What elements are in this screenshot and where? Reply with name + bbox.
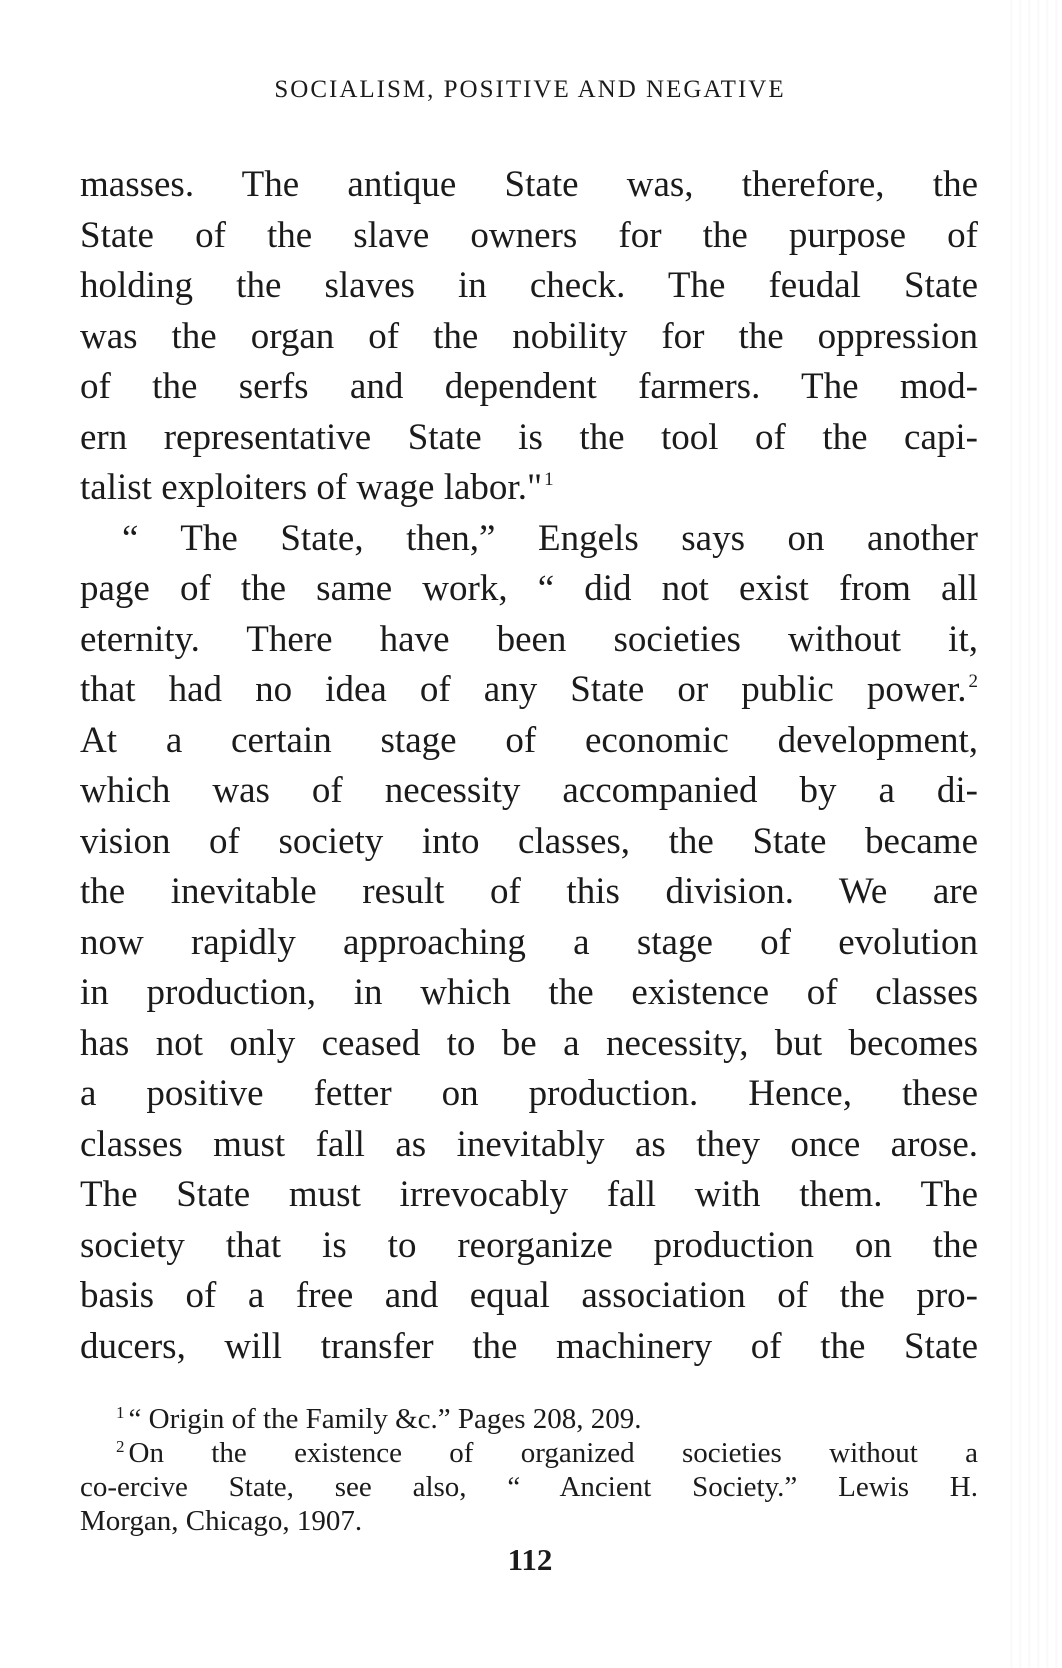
footnote-2-mark: 2: [116, 1437, 125, 1456]
text-line: society that is to reorganize production on the: [80, 1224, 978, 1266]
text-line: a positive fetter on production. Hence, these: [80, 1073, 978, 1114]
footnote-2-text: On the existence of organized societies without a: [128, 1437, 978, 1469]
body-text: [80, 160, 978, 1372]
text-line-content: that had no idea of any State or public power.: [80, 669, 967, 710]
text-line: basis of a free and equal association of the pro-: [80, 1275, 978, 1316]
footnote-ref-2: 2: [968, 671, 978, 692]
text-line: The State must irrevocably fall with them. The: [80, 1174, 978, 1215]
text-line: classes must fall as inevitably as they once arose.: [80, 1123, 978, 1165]
text-line: eternity. There have been societies without it,: [80, 618, 978, 660]
text-line: the inevitable result of this division. We are: [80, 871, 978, 912]
footnote-2-continued: co-ercive State, see also, “ Ancient Society.” Lewis H.: [80, 1471, 978, 1503]
text-line: “ The State, then,” Engels says on another: [122, 517, 978, 559]
text-line: [80, 665, 978, 716]
text-line: At a certain stage of economic development,: [80, 719, 978, 761]
text-line: which was of necessity accompanied by a di-: [80, 770, 978, 811]
text-line: ern representative State is the tool of the capi-: [80, 416, 978, 458]
text-line: ducers, will transfer the machinery of the State: [80, 1325, 978, 1367]
running-head: SOCIALISM, POSITIVE AND NEGATIVE: [274, 76, 786, 103]
footnote-1-mark: 1: [116, 1403, 125, 1422]
footnote-ref-1: 1: [544, 469, 554, 490]
text-line: masses. The antique State was, therefore, the: [80, 164, 978, 205]
footnote-1: [80, 1402, 978, 1436]
footnote-2-continued: Morgan, Chicago, 1907.: [80, 1505, 363, 1537]
text-line: vision of society into classes, the State became: [80, 820, 978, 862]
text-line: [80, 463, 978, 514]
text-line: has not only ceased to be a necessity, but becomes: [80, 1022, 978, 1064]
footnotes: [80, 1402, 978, 1538]
text-line: of the serfs and dependent farmers. The mod-: [80, 366, 978, 407]
footnote-1-text: “ Origin of the Family &c.” Pages 208, 209.: [128, 1403, 642, 1435]
text-line: page of the same work, “ did not exist from all: [80, 568, 978, 609]
text-line: now rapidly approaching a stage of evolution: [80, 921, 978, 963]
text-line: State of the slave owners for the purpose of: [80, 214, 978, 256]
footnote-2: [80, 1436, 978, 1470]
text-line: was the organ of the nobility for the oppression: [80, 315, 978, 357]
text-line: in production, in which the existence of classes: [80, 972, 978, 1013]
text-line-content: talist exploiters of wage labor.": [80, 467, 543, 508]
text-line: holding the slaves in check. The feudal State: [80, 265, 978, 306]
page-number: 112: [507, 1542, 553, 1577]
page-edge: [1004, 0, 1062, 1668]
